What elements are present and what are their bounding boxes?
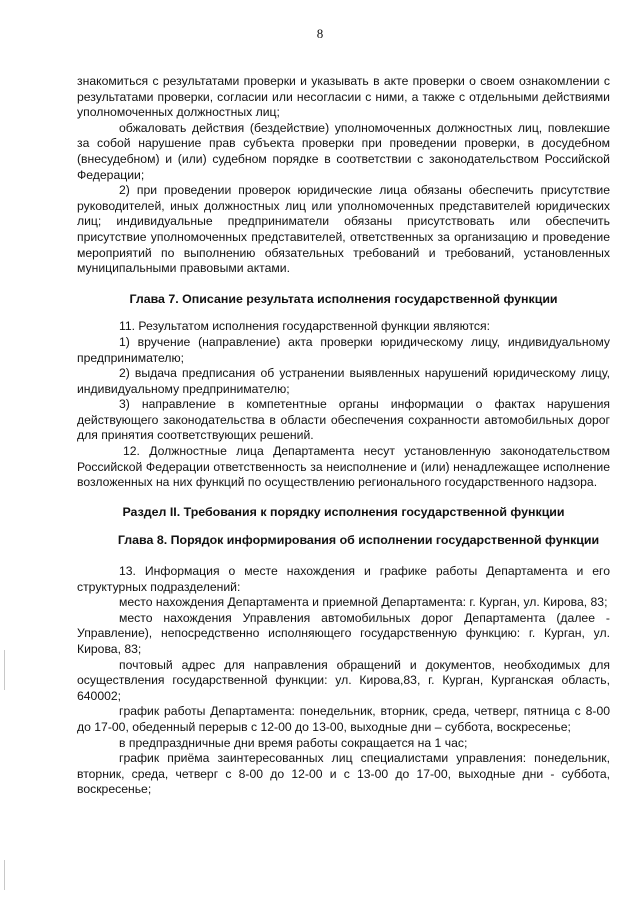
paragraph: 3) направление в компетентные органы информации о фактах нарушения действующего законодательства в области обеспечения сохранности автомобильных дорог для принятия соответствующих решений. bbox=[77, 397, 610, 443]
paragraph: обжаловать действия (бездействие) уполномоченных должностных лиц, повлекшие за собой нарушение прав субъекта проверки при проведении проверки, в досудебном (внесудебном) и (или) судебном порядке в соответствии с законодательством Российской Федерации; bbox=[77, 120, 610, 182]
scan-edge-mark bbox=[4, 650, 5, 690]
paragraph: 12. Должностные лица Департамента несут установленную законодательством Российской Федерации ответственность за неисполнение и (или) ненадлежащее исполнение возложенных на них функций по осуществлению регионального государственного надзора. bbox=[77, 444, 610, 490]
document-body bbox=[77, 74, 610, 798]
paragraph: 2) выдача предписания об устранении выявленных нарушений юридическому лицу, индивидуальному предпринимателю; bbox=[77, 366, 610, 396]
paragraph: 2) при проведении проверок юридические лица обязаны обеспечить присутствие руководителей, иных должностных лиц или уполномоченных представителей юридических лиц; индивидуальные предприниматели обязаны присутствовать или обеспечить присутствие уполномоченных представителей, ответственных за организацию и проведение мероприятий по выполнению обязательных требований и требований, установленных муниципальными правовыми актами. bbox=[77, 183, 610, 276]
paragraph: 11. Результатом исполнения государственной функции являются: bbox=[119, 319, 490, 334]
paragraph: почтовый адрес для направления обращений и документов, необходимых для осуществления государственной функции: ул. Кирова,83, г. Курган, Курганская область, 640002; bbox=[77, 657, 610, 703]
scan-edge-mark bbox=[4, 860, 5, 890]
chapter-8-heading: Глава 8. Порядок информирования об исполнении государственной функции bbox=[117, 533, 600, 548]
paragraph: знакомиться с результатами проверки и указывать в акте проверки о своем ознакомлении с результатами проверки, согласии или несогласии с ними, а также с отдельными действиями уполномоченных должностных лиц; bbox=[77, 74, 610, 120]
paragraph: 1) вручение (направление) акта проверки юридическому лицу, индивидуальному предпринимателю; bbox=[77, 334, 610, 365]
paragraph: место нахождения Департамента и приемной Департамента: г. Курган, ул. Кирова, 83; bbox=[119, 595, 608, 610]
paragraph: место нахождения Управления автомобильных дорог Департамента (далее - Управление), непосредственно исполняющего государственную функцию: г. Курган, ул. Кирова, 83; bbox=[77, 610, 610, 656]
page-number: 8 bbox=[316, 26, 324, 41]
paragraph: в предпраздничные дни время работы сокращается на 1 час; bbox=[119, 735, 468, 750]
chapter-7-heading: Глава 7. Описание результата исполнения государственной функции bbox=[129, 291, 558, 306]
section-2-heading: Раздел II. Требования к порядку исполнения государственной функции bbox=[122, 504, 565, 519]
paragraph: график работы Департамента: понедельник, вторник, среда, четверг, пятница с 8-00 до 17-00, обеденный перерыв с 12-00 до 13-00, выходные дни – суббота, воскресенье; bbox=[77, 704, 610, 734]
paragraph: 13. Информация о месте нахождения и графике работы Департамента и его структурных подразделений: bbox=[77, 564, 610, 594]
paragraph: график приёма заинтересованных лиц специалистами управления: понедельник, вторник, среда, четверг с 8-00 до 12-00 и с 13-00 до 17-00, выходные дни - суббота, воскресенье; bbox=[77, 751, 610, 797]
